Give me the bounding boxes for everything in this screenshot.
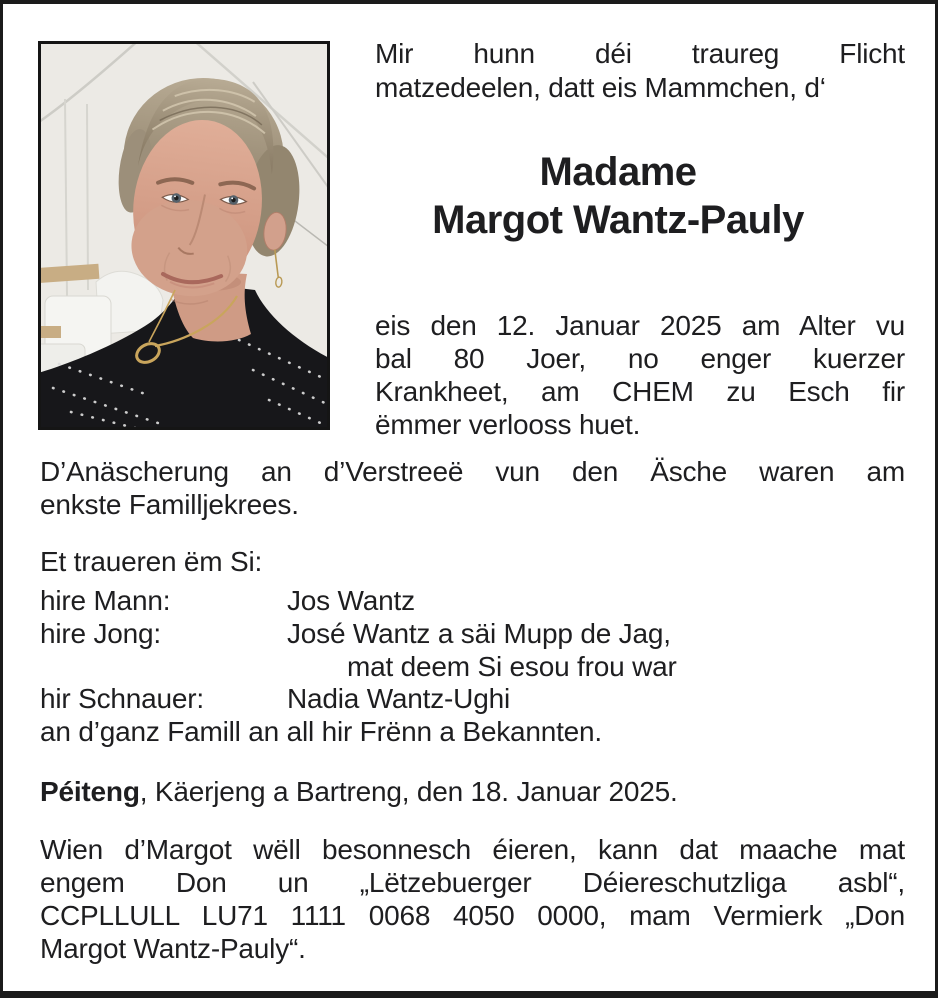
death-line: bal 80 Joer, no enger kuerzer: [375, 343, 905, 374]
mourning-intro: Et traueren ëm Si:: [40, 546, 263, 577]
death-text: [375, 309, 905, 441]
dateline-place: Péiteng: [40, 776, 140, 807]
mourner-label: hire Mann:: [40, 585, 171, 616]
family-line: an d’ganz Famill an all hir Frënn a Bekannten.: [40, 716, 603, 747]
donation-line: CCPLLULL LU71 1111 0068 4050 0000, mam Vermierk „Don: [40, 900, 905, 931]
cremation-text: [40, 455, 905, 521]
name-title: Madame: [539, 150, 697, 194]
mourner-label: hire Jong:: [40, 617, 161, 649]
mourner-value: mat deem Si esou frou war: [347, 650, 677, 682]
dateline: [40, 775, 905, 808]
dateline-rest: , Käerjeng a Bartreng, den 18. Januar 2025.: [139, 776, 678, 807]
mourner-value: Nadia Wantz-Ughi: [287, 683, 510, 715]
portrait-photo: [38, 41, 330, 430]
cremation-line: enkste Familljekrees.: [40, 489, 299, 520]
deceased-name: [375, 148, 861, 244]
mourner-row: [40, 585, 905, 618]
mourners-list: [40, 585, 905, 716]
death-line: ëmmer verlooss huet.: [375, 409, 641, 440]
donation-text: [40, 833, 905, 965]
death-line: Krankheet, am CHEM zu Esch fir: [375, 376, 905, 407]
cremation-line: D’Anäscherung an d’Verstreeë vun den Äsche waren am: [40, 456, 905, 487]
intro-line: matzedeelen, datt eis Mammchen, d‘: [375, 71, 826, 103]
donation-line: Margot Wantz-Pauly“.: [40, 933, 306, 964]
intro-text: [375, 37, 905, 104]
mourner-value: Jos Wantz: [287, 585, 415, 616]
mourner-row-continuation: [40, 651, 905, 684]
mourner-value: José Wantz a säi Mupp de Jag,: [287, 617, 671, 649]
death-line: eis den 12. Januar 2025 am Alter vu: [375, 310, 905, 341]
mourner-row: [40, 683, 905, 716]
portrait-illustration: [41, 44, 327, 427]
mourner-row: [40, 618, 905, 651]
donation-line: Wien d’Margot wëll besonnesch éieren, kann dat maache mat: [40, 834, 905, 865]
donation-line: engem Don un „Lëtzebuerger Déiereschutzliga asbl“,: [40, 867, 905, 898]
name-full: Margot Wantz-Pauly: [432, 198, 804, 242]
mourner-label: hir Schnauer:: [40, 683, 204, 715]
intro-line: Mir hunn déi traureg Flicht: [375, 38, 905, 69]
